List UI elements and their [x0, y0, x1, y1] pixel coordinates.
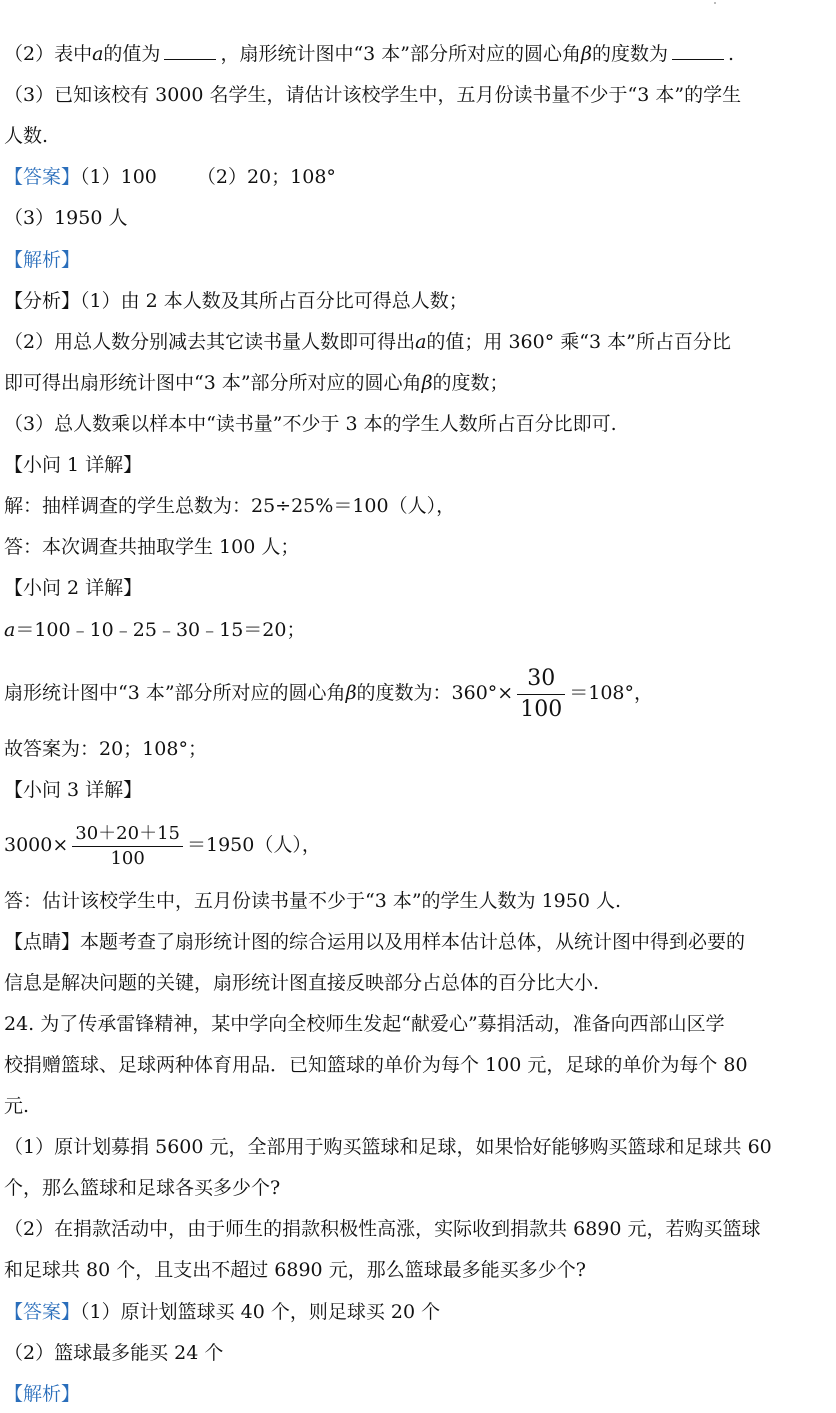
answer-tag: 【答案】	[4, 1301, 81, 1323]
text: 的度数为：360°×	[356, 682, 514, 704]
fraction-numerator: 30＋20＋15	[75, 822, 180, 844]
analysis-line-1: 【分析】（1）由 2 本人数及其所占百分比可得总人数；	[4, 290, 468, 312]
sub-question-2-heading: 【小问 2 详解】	[4, 577, 143, 599]
sub-question-3-equation	[4, 816, 830, 874]
analysis-line-4: （3）总人数乘以样本中“读书量”不少于 3 本的学生人数所占百分比即可.	[4, 413, 617, 435]
answer-part-2: （2）20；108°	[196, 166, 336, 188]
comment-line-1: 【点睛】本题考查了扇形统计图的综合运用以及用样本估计总体，从统计图中得到必要的	[4, 931, 746, 953]
variable-a: a	[92, 43, 104, 65]
answer-part-3: （3）1950 人	[4, 207, 128, 229]
text: 的值；用 360° 乘“3 本”所占百分比	[426, 331, 731, 353]
sub-question-3-answer: 答：估计该校学生中，五月份读书量不少于“3 本”的学生人数为 1950 人.	[4, 890, 622, 912]
comment-line-2: 信息是解决问题的关键，扇形统计图直接反映部分占总体的百分比大小.	[4, 972, 600, 994]
sub-question-2-answer: 故答案为：20；108°；	[4, 738, 207, 760]
sub-question-1-heading: 【小问 1 详解】	[4, 454, 143, 476]
sub-question-3-heading: 【小问 3 详解】	[4, 779, 143, 801]
text: 扇形统计图中“3 本”部分所对应的圆心角	[4, 682, 346, 704]
variable-beta: β	[581, 43, 592, 65]
text: ，扇形统计图中“3 本”部分所对应的圆心角	[220, 43, 581, 65]
text: 的度数；	[432, 372, 509, 394]
text: .	[728, 43, 735, 65]
fraction-denominator: 100	[110, 847, 145, 869]
variable-beta: β	[421, 372, 433, 394]
text: 3000×	[4, 834, 69, 856]
answer-blank	[164, 41, 216, 60]
fraction	[517, 664, 565, 725]
analysis-tag-2: 【解析】	[4, 1383, 81, 1405]
answer-blank	[672, 41, 724, 60]
question-2-line	[4, 40, 830, 68]
fraction-numerator: 30	[527, 665, 556, 691]
question-24-line-2: 校捐赠篮球、足球两种体育用品．已知篮球的单价为每个 100 元，足球的单价为每个 80	[4, 1054, 748, 1076]
answer-line	[4, 163, 830, 191]
analysis-line-3	[4, 369, 830, 397]
scan-dot	[714, 2, 716, 4]
variable-beta: β	[345, 682, 357, 704]
answer-24-line-1	[4, 1298, 830, 1326]
variable-a: a	[4, 619, 16, 641]
answer-tag: 【答案】	[4, 166, 81, 188]
question-24-line-3: 元.	[4, 1095, 30, 1117]
question-24-line-1: 24. 为了传承雷锋精神，某中学向全校师生发起“献爱心”募捐活动，准备向西部山区学	[4, 1013, 725, 1035]
text: ＝108°，	[569, 682, 653, 704]
text: ＝100﹣10﹣25﹣30﹣15＝20；	[15, 619, 306, 641]
text: 即可得出扇形统计图中“3 本”部分所对应的圆心角	[4, 372, 422, 394]
text: 的度数为	[591, 43, 668, 65]
answer-part-1: （1）100	[80, 166, 157, 188]
sub-question-2-angle-line	[4, 660, 830, 726]
sub-question-1-answer: 答：本次调查共抽取学生 100 人；	[4, 536, 300, 558]
question-24-part-1-line-2: 个，那么篮球和足球各买多少个?	[4, 1177, 281, 1199]
fraction-denominator: 100	[520, 696, 563, 722]
text: 的值为	[103, 43, 161, 65]
question-3-line-2: 人数.	[4, 125, 49, 147]
text: （2）表中	[4, 43, 93, 65]
answer-24-line-2: （2）篮球最多能买 24 个	[4, 1342, 224, 1364]
text: （1）原计划篮球买 40 个，则足球买 20 个	[80, 1301, 441, 1323]
sub-question-1-solution: 解：抽样调查的学生总数为：25÷25%＝100（人），	[4, 495, 456, 517]
text: （2）用总人数分别减去其它读书量人数即可得出	[4, 331, 416, 353]
question-24-part-2-line-2: 和足球共 80 个，且支出不超过 6890 元，那么篮球最多能买多少个?	[4, 1259, 586, 1281]
text: ＝1950（人），	[187, 834, 321, 856]
fraction	[72, 822, 183, 871]
question-24-part-1-line-1: （1）原计划募捐 5600 元，全部用于购买篮球和足球，如果恰好能够购买篮球和足球共 60	[4, 1136, 772, 1158]
analysis-tag: 【解析】	[4, 249, 81, 271]
question-3-line-1: （3）已知该校有 3000 名学生，请估计该校学生中，五月份读书量不少于“3 本”的学生	[4, 84, 742, 106]
variable-a: a	[415, 331, 427, 353]
question-24-part-2-line-1: （2）在捐款活动中，由于师生的捐款积极性高涨，实际收到捐款共 6890 元，若购买篮球	[4, 1218, 761, 1240]
sub-question-2-equation	[4, 616, 830, 644]
analysis-line-2	[4, 328, 830, 356]
